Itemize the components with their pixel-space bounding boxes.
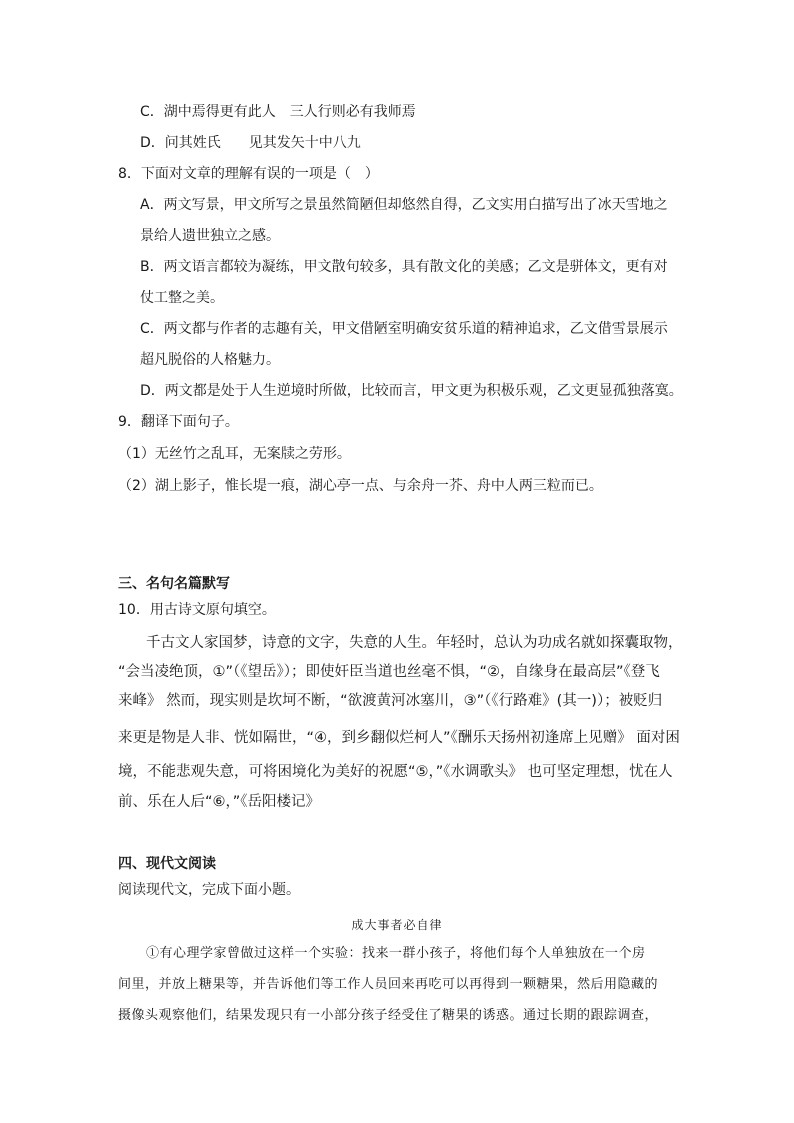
q8-option-b-line2: 仗工整之美。	[140, 290, 224, 306]
article-paragraph-1-line1: ①有心理学家曾做过这样一个实验：找来一群小孩子，将他们每个人单独放在一个房	[146, 946, 646, 961]
q10-paragraph-line2: “会当凌绝顶，①”（《望岳》）；即使奸臣当道也丝毫不惧，“②，自缘身在最高层”《登飞	[118, 664, 660, 680]
q8-option-a-line1: A．两文写景，甲文所写之景虽然简陋但却悠然自得，乙文实用白描写出了冰天雪地之	[140, 197, 668, 213]
q10-paragraph-line4: 来更是物是人非、恍如隔世，“④，到乡翻似烂柯人”《酬乐天扬州初逢席上见赠》 面对困	[118, 730, 680, 746]
article-title: 成大事者必自律	[351, 918, 443, 932]
q9-sentence-2: （2）湖上影子，惟长堤一痕，湖心亭一点、与余舟一芥、舟中人两三粒而已。	[118, 478, 603, 494]
section-3-heading: 三、名句名篇默写	[118, 576, 230, 592]
article-paragraph-1-line2: 间里，并放上糖果等，并告诉他们等工作人员回来再吃可以再得到一颗糖果，然后用隐藏的	[118, 977, 659, 992]
section-4-intro: 阅读现代文，完成下面小题。	[118, 882, 300, 898]
q10-paragraph-line3: 来峰》 然而，现实则是坎坷不断，“欲渡黄河冰塞川，③”（《行路难》(其一)）；被贬归	[118, 693, 663, 709]
q9-sentence-1: （1）无丝竹之乱耳，无案牍之劳形。	[118, 446, 351, 462]
q10-stem: 10．用古诗文原句填空。	[118, 602, 276, 618]
q8-option-c-line1: C．两文都与作者的志趣有关，甲文借陋室明确安贫乐道的精神追求，乙文借雪景展示	[140, 321, 668, 337]
q10-paragraph-line1: 千古文人家国梦，诗意的文字，失意的人生。年轻时，总认为功成名就如探囊取物，	[146, 635, 683, 651]
q8-option-c-line2: 超凡脱俗的人格魅力。	[140, 352, 280, 368]
q8-option-d-line1: D．两文都是处于人生逆境时所做，比较而言，甲文更为积极乐观，乙文更显孤独落寞。	[140, 383, 683, 399]
article-paragraph-1-line3: 摄像头观察他们，结果发现只有一小部分孩子经受住了糖果的诱惑。通过长期的跟踪调查，	[118, 1008, 659, 1023]
q10-paragraph-line5: 境，不能悲观失意，可将困境化为美好的祝愿“⑤，”《水调歌头》 也可坚定理想，忧在人	[118, 764, 673, 780]
q10-paragraph-line6: 前、乐在人后“⑥，”《岳阳楼记》	[118, 794, 321, 810]
section-4-heading: 四、现代文阅读	[118, 856, 216, 872]
q7-option-d: D．问其姓氏 见其发矢十中八九	[140, 135, 361, 151]
q9-stem: 9．翻译下面句子。	[118, 414, 239, 430]
q8-option-a-line2: 景给人遗世独立之感。	[140, 228, 280, 244]
q7-option-c: C．湖中焉得更有此人 三人行则必有我师焉	[140, 104, 416, 120]
q8-option-b-line1: B．两文语言都较为凝练，甲文散句较多，具有散文化的美感；乙文是骈体文，更有对	[140, 259, 668, 275]
q8-stem: 8．下面对文章的理解有误的一项是（ ）	[118, 166, 379, 182]
